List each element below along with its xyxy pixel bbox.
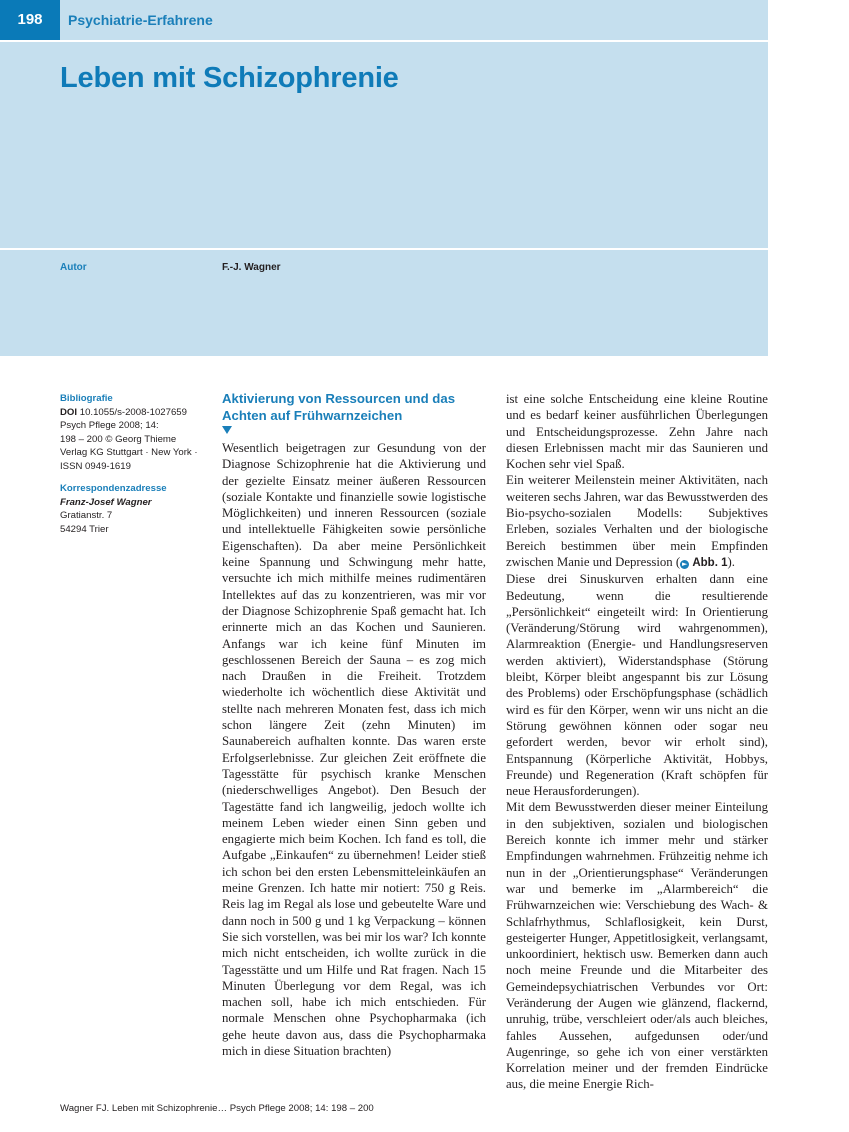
paragraph: ist eine solche Entscheidung eine kleine Routine und es bedarf keiner ausführlichen Überlegungen und Entscheidungsprozesse. Zehn Jahre nach diesen Erlebnissen macht mir das Saunieren und Kochen sehr viel Spaß. bbox=[506, 392, 768, 472]
page-footer: Wagner FJ. Leben mit Schizophrenie… Psych Pflege 2008; 14: 198 – 200 bbox=[60, 1103, 374, 1114]
arrow-right-circle-icon: ► bbox=[681, 559, 688, 568]
paragraph-text: Ein weiterer Meilenstein meiner Aktivitäten, nach weiteren sechs Jahren, war das Bewusstwerden des Bio-psycho-sozialen Modells: Subjektives Erleben, soziales Verhalten und der biologische Bereich bestimmen über mein Empfinden zwischen Manie und Depression ( bbox=[506, 473, 768, 569]
figure-reference[interactable] bbox=[680, 555, 727, 569]
section-title: Aktivierung von Ressourcen und das Achten auf Frühwarnzeichen bbox=[222, 391, 456, 423]
bibliografie-heading: Bibliografie bbox=[60, 393, 113, 404]
paragraph bbox=[506, 472, 768, 571]
paragraph: Mit dem Bewusstwerden dieser meiner Einteilung in den subjektiven, sozialen und biologischen Bereich konnte ich immer mehr und stärker Empfindungen wahrnehmen. Frühzeitig nehme ich nun in der „Orientierungsphase“ Veränderungen war und bemerke im „Alarmbereich“ die Frühwarnzeichen wie: Verschiebung des Wach- & Schlafrhythmus, Schlaflosigkeit, kein Durst, gesteigerter Hunger, Appetitlosigkeit, verlangsamt, unkoordiniert, hektisch usw. Bemerken dann auch noch meine Freunde und die Mitarbeiter des Gemeindepsychiatrischen Verbundes vor Ort: Veränderung der Augen wie glänzend, flackernd, unruhig, trübe, verschleiert oder/als auch bleiches, fahles Aussehen, aufgedunsen oder/und Augenringe, so gehe ich von einer verstärkten Korrelation meiner und der fremden Eindrücke aus, die meine Energie Rich- bbox=[506, 800, 768, 1092]
paragraph: Diese drei Sinuskurven erhalten dann eine Bedeutung, wenn die resultierende „Persönlichkeit“ eingeteilt wird: In Orientierung (Veränderung/Störung wird wahrgenommen), Alarmreaktion (Energie- und Handlungsreserven werden aktiviert), Widerstandsphase (Störung bleibt, Körper bleibt angespannt bis zur Lösung des Problems) oder Erschöpfungsphase (schädlich wird es für den Körper, wenn wir uns nicht an die Störung gewöhnen können oder sogar neu gefordert werden, bevor wir erholt sind), Entspannung (Körperliche Aktivität, Hobbys, Freunde) und Regeneration (Kraft schöpfen für neue Herausforderungen). bbox=[506, 572, 768, 799]
correspondence-heading: Korrespondenzadresse bbox=[60, 483, 167, 494]
triangle-down-icon bbox=[222, 426, 232, 434]
page-number: 198 bbox=[0, 0, 60, 40]
paragraph-text: ). bbox=[727, 554, 735, 569]
journal-section: Psychiatrie-Erfahrene bbox=[68, 12, 213, 28]
bib-line: Verlag KG Stuttgart · New York · bbox=[60, 447, 198, 458]
author-name: F.-J. Wagner bbox=[222, 262, 281, 273]
correspondence-name: Franz-Josef Wagner bbox=[60, 496, 152, 508]
sidebar-metadata bbox=[60, 392, 210, 536]
bib-line: ISSN 0949-1619 bbox=[60, 460, 131, 472]
bib-line: 198 – 200 © Georg Thieme bbox=[60, 433, 177, 445]
doi-label: DOI bbox=[60, 406, 78, 418]
paragraph: Wesentlich beigetragen zur Gesundung von der Diagnose Schizophrenie hat die Aktivierung und der gezielte Einsatz meiner äußeren Ressourcen (soziale Kontakte und finanzielle sowie logistische Möglichkeiten) und inneren Ressourcen (soziale und intellektuelle Fähigkeiten sowie persönliche Eigenschaften). Da aber meine Persönlichkeit keine Spannung und Schwingung mehr hatte, versuchte ich mich mithilfe meines rudimentären Intellektes auf das zu konzentrieren, was mir vor der Diagnose Schizophrenie Spaß gemacht hat. Ich erinnerte mich an das Kochen und Saunieren. Anfangs war ich keine fünf Minuten im geschlossenen Bereich der Sauna – es zog mich nach Draußen in die Freiheit. Trotzdem wiederholte ich wöchentlich diese Aktivität und stellte nach mehreren Monaten fest, dass ich mich schon längere Zeit (zehn Minuten) im Saunabereich aufhalten konnte. Das waren erste Erfolgserlebnisse. Zur gleichen Zeit eröffnete die Tagesstätte für psychisch kranke Menschen (niederschwelliges Angebot). Den Besuch der Tagestätte fand ich langweilig, jedoch wollte ich meinem Leben wieder einen Sinn geben und engagierte mich beim Kochen. Ich fand es toll, die Aufgabe „Einkaufen“ zu übernehmen! Leider stieß ich schon bei den ersten Lebensmitteleinkäufen an meine Grenzen. Ich hatte mir notiert: 750 g Reis. Reis lag im Regal als lose und gebeutelte Ware und dann noch in 500 g und 1 kg Verpackung – können Sie sich vorstellen, was bei mir los war? Ich konnte mich nicht entscheiden, ich wollte zurück in die Tagesstätte und um Hilfe und Rat fragen. Nach 15 Minuten Überlegung vor dem Regal, was ich machen soll, habe ich mich entschieden. Für normale Menschen ohne Psychopharmaka (ich gehe heute davon aus, dass die Psychopharmaka mich in diese Situation brachten) bbox=[222, 441, 486, 1058]
article-title: Leben mit Schizophrenie bbox=[60, 62, 399, 94]
author-label: Autor bbox=[60, 262, 87, 273]
figure-reference-label: Abb. 1 bbox=[692, 556, 728, 569]
text-column-1 bbox=[222, 440, 486, 1059]
address-line: Gratianstr. 7 bbox=[60, 510, 113, 521]
text-column-2 bbox=[506, 391, 768, 1093]
bib-line: Psych Pflege 2008; 14: bbox=[60, 420, 159, 431]
doi-line bbox=[60, 406, 210, 420]
doi-value[interactable]: 10.1055/s-2008-1027659 bbox=[79, 406, 187, 418]
address-line: 54294 Trier bbox=[60, 523, 109, 535]
author-panel bbox=[0, 250, 768, 356]
